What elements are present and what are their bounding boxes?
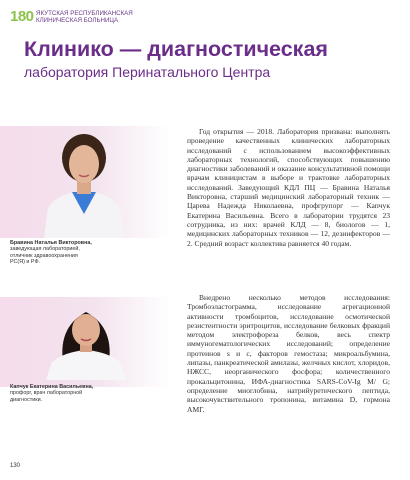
person-name: Бравина Наталья Викторовна, (10, 240, 92, 246)
person-role-line: заведующая лабораторией, (10, 246, 80, 253)
body-paragraph-2: Внедрено несколько методов исследования: Тромбоэластограмма, исследование агрегационной активности тромбоцитов, исследование осмотической резистентности эритроцитов, исследование белковых фракций методом электрофореза белков, весь спектр иммуногематологических исследований; определение протеинов s и c, факторов гемостаза; микроальбумина, липазы, панкреатической амилазы, желчных кислот, хлоридов, НЖСС, неорганического фосфора; количественного прокальцитонина, ИФА-диагностика SARS-CoV-Ig M/ G; определение миоглобина, натрийуретического пептида, высокочувствительного тропонина, витамина D, гормона АМГ. (187, 293, 390, 414)
anniversary-logo: 180 (10, 8, 34, 25)
org-line-2: КЛИНИЧЕСКАЯ БОЛЬНИЦА (36, 17, 119, 25)
portrait-photo-2 (38, 298, 134, 380)
body-paragraph-1: Год открытия — 2018. Лаборатория призвана: выполнять проведение качественных клинических лабораторных исследований с использованием высокоэффективных лабораторных технологий, способствующих повышению диагностики заболеваний и оказание консультативной помощи врачам клиницистам в выборе и трактовке лабораторных исследований. Заведующий КДЛ ПЦ — Бравина Наталья Викторовна, старший медицинский лабораторный техник — Царева Надежда Николаевна, профгрупорг — Капчук Екатерина Васильевна. Всего в лаборатории трудятся 23 сотрудника, из них: врачей КЛД — 8, биологов — 1, медицинских лабораторных техников — 12, дезинфекторов — 2. Средний возраст коллектива равняется 40 годам. (187, 127, 390, 248)
person-role-line: профорг, врач лабораторной (10, 390, 83, 397)
person-role-line: диагностики. (10, 396, 43, 403)
person-name: Капчук Екатерина Васильевна, (10, 384, 94, 390)
page-number: 130 (10, 463, 21, 469)
portrait-photo-1 (34, 128, 134, 238)
white-coat-2 (46, 350, 126, 380)
page-title: Клинико — диагностическая (24, 37, 328, 61)
person-role-line: РС(Я) и РФ. (10, 258, 41, 265)
portrait-caption-2 (10, 384, 150, 403)
portrait-caption-1 (10, 240, 150, 265)
org-line-1: ЯКУТСКАЯ РЕСПУБЛИКАНСКАЯ (36, 10, 133, 17)
page-subtitle: лаборатория Перинатального Центра (24, 64, 271, 80)
face-1 (69, 145, 99, 183)
person-role-line: отличник здравоохранения (10, 252, 78, 259)
organization-name (36, 10, 236, 25)
